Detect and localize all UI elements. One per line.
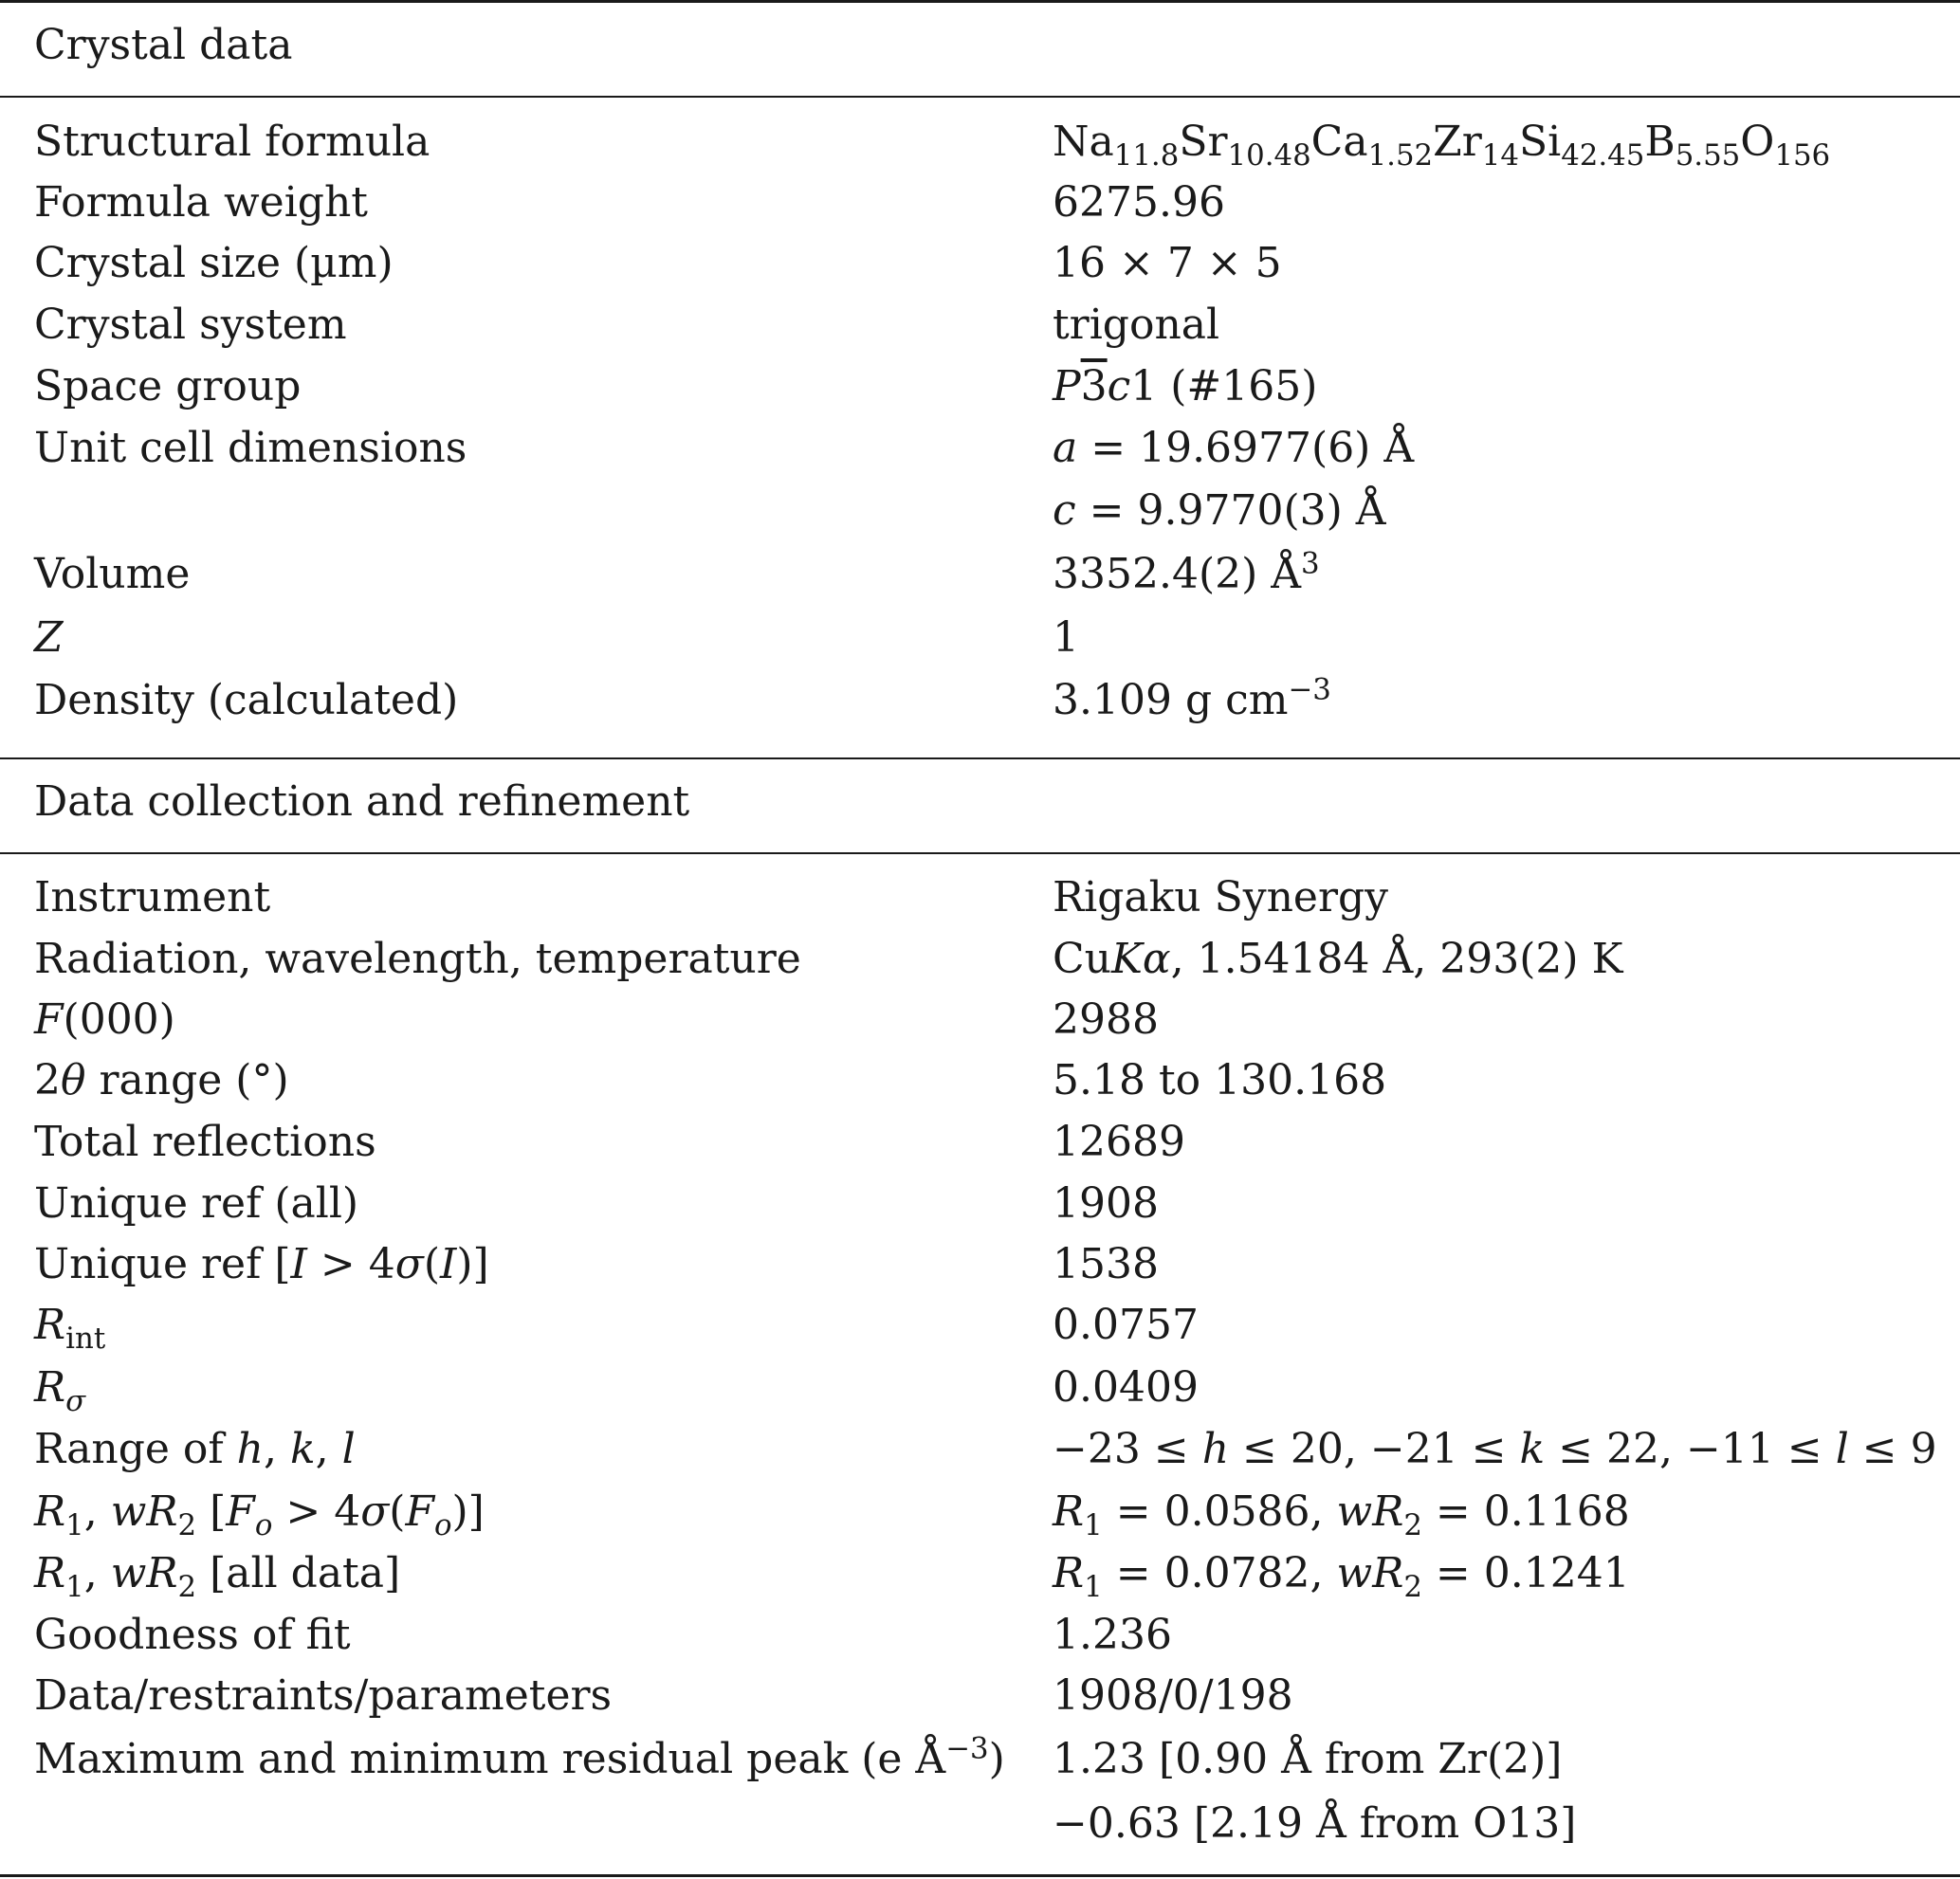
table-row (0, 929, 1960, 990)
row-label: Radiation, wavelength, temperature (34, 935, 801, 983)
row-value: trigonal (1053, 301, 1220, 349)
table-row (0, 1295, 1960, 1356)
table-row (0, 1419, 1960, 1480)
table-row (0, 481, 1960, 541)
row-label: Range of h, k, l (34, 1425, 356, 1473)
row-label: Instrument (34, 873, 271, 921)
row-label: $R_1$, $wR_2$ $[F_o > 4\sigma(F_o)]$ (34, 1487, 485, 1542)
row-label: Space group (34, 362, 302, 410)
row-label: Volume (34, 550, 191, 598)
row-label: Total reflections (34, 1118, 376, 1166)
section-rule-2 (0, 757, 1960, 759)
row-value: c = 9.9770(3) Å (1053, 486, 1386, 535)
table-row (0, 670, 1960, 731)
table-row (0, 1543, 1960, 1604)
row-value: 12689 (1053, 1118, 1185, 1166)
table-row (0, 1666, 1960, 1726)
table-row (0, 173, 1960, 233)
row-label: Data/restraints/parameters (34, 1671, 613, 1720)
row-label: Unique ref [I > 4σ(I)] (34, 1240, 489, 1288)
section-title-data-collection: Data collection and refinement (34, 777, 690, 826)
row-value: 6275.96 (1053, 178, 1225, 227)
table-row (0, 1174, 1960, 1234)
row-label: Unique ref (all) (34, 1179, 359, 1228)
row-value: 3.109 g $cm^{-3}$ (1053, 672, 1331, 724)
row-label: Goodness of fit (34, 1611, 351, 1659)
row-value: 0.0409 (1053, 1363, 1199, 1412)
section-title-crystal-data: Crystal data (34, 21, 293, 69)
section-rule-1 (0, 96, 1960, 98)
row-value: Rigaku Synergy (1053, 873, 1389, 921)
row-value: $R_1 = 0.0782$, $wR_2 = 0.1241$ (1053, 1549, 1630, 1604)
table-row (0, 233, 1960, 294)
row-value: −0.63 [2.19 Å from O13] (1053, 1799, 1577, 1848)
row-label: Unit cell dimensions (34, 424, 467, 472)
row-value: $R_1 = 0.0586$, $wR_2 = 0.1168$ (1053, 1487, 1630, 1542)
table-row (0, 1729, 1960, 1790)
table-row (0, 1605, 1960, 1666)
table-row (0, 1234, 1960, 1295)
row-label: $R_\sigma$ (34, 1363, 86, 1418)
row-label: Crystal system (34, 301, 347, 349)
row-label: Density (calculated) (34, 676, 459, 724)
table-row (0, 356, 1960, 417)
row-label: Z (34, 613, 64, 662)
row-value: 0.0757 (1053, 1301, 1199, 1349)
table-row (0, 1112, 1960, 1173)
row-label: Formula weight (34, 178, 368, 227)
table-row (0, 112, 1960, 173)
row-label: F(000) (34, 995, 175, 1044)
row-value: 16 × 7 × 5 (1053, 239, 1282, 287)
table-row (0, 1050, 1960, 1111)
row-value: P3c1 (#165) (1053, 362, 1318, 410)
row-label: $R_1$, $wR_2$ [all data] (34, 1549, 401, 1604)
table-row (0, 1358, 1960, 1418)
row-value: 1.236 (1053, 1611, 1172, 1659)
table-row (0, 608, 1960, 668)
row-value: 1908/0/198 (1053, 1671, 1293, 1720)
row-label: $R_{int}$ (34, 1301, 106, 1356)
row-value: 1 (1053, 613, 1079, 662)
row-value: a = 19.6977(6) Å (1053, 424, 1415, 472)
table-row (0, 990, 1960, 1050)
table-row (0, 418, 1960, 479)
row-value: 3352.4(2) $Å^3$ (1053, 546, 1320, 598)
bottom-rule (0, 1874, 1960, 1877)
row-label: 2θ range (°) (34, 1056, 289, 1104)
row-value: $Na_{11.8}Sr_{10.48}Ca_{1.52}Zr_{14}Si_{42.45}B_{5.55}O_{156}$ (1053, 118, 1831, 173)
row-value: 1.23 [0.90 Å from Zr(2)] (1053, 1735, 1563, 1783)
section-rule-3 (0, 852, 1960, 854)
table-row (0, 295, 1960, 356)
row-value: −23 ≤ h ≤ 20, −21 ≤ k ≤ 22, −11 ≤ l ≤ 9 (1053, 1425, 1937, 1473)
row-label: Crystal size (µm) (34, 239, 394, 287)
row-value: 1538 (1053, 1240, 1159, 1288)
row-value: CuKα, 1.54184 Å, 293(2) K (1053, 935, 1623, 983)
row-label: Structural formula (34, 118, 430, 166)
table-row (0, 1794, 1960, 1854)
table-row (0, 544, 1960, 605)
row-value: 1908 (1053, 1179, 1159, 1228)
table-row (0, 867, 1960, 928)
table-row (0, 1482, 1960, 1542)
row-value: 2988 (1053, 995, 1159, 1044)
row-label: Maximum and minimum residual peak (e $Å^{-3}$) (34, 1731, 1005, 1783)
row-value: 5.18 to 130.168 (1053, 1056, 1387, 1104)
top-rule (0, 0, 1960, 3)
